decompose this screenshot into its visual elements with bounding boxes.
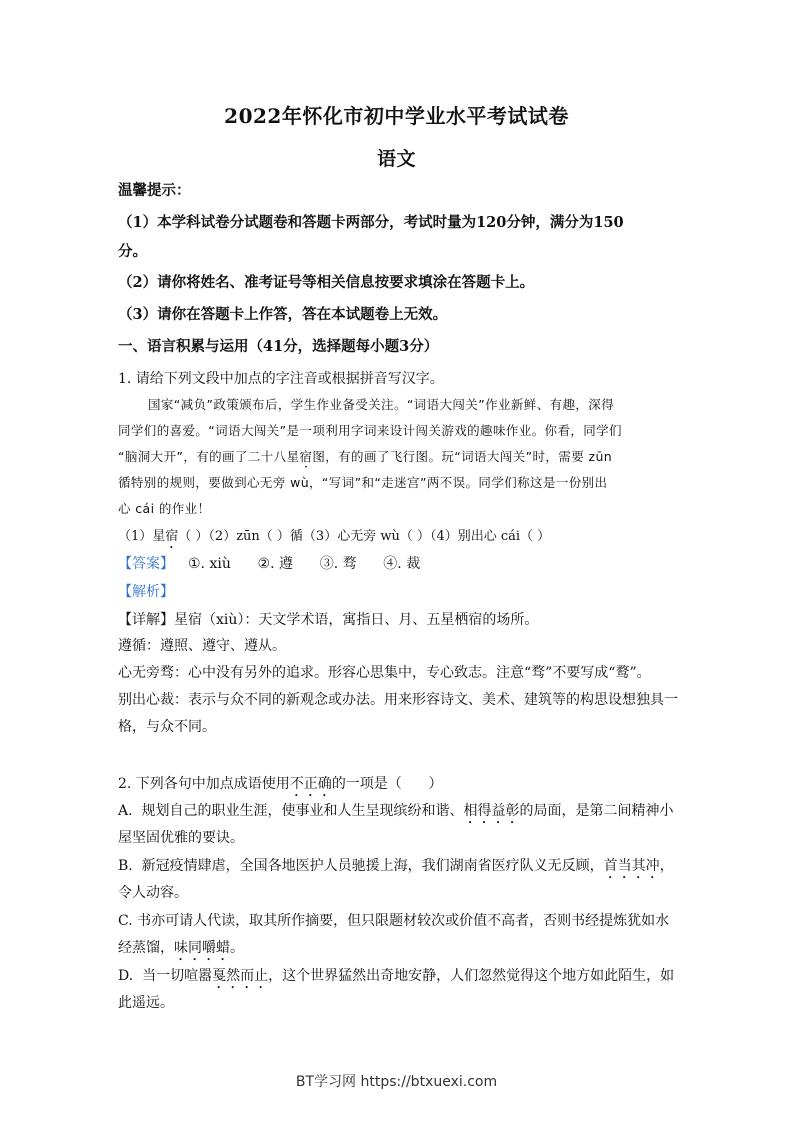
option-b-line-1 <box>118 857 678 882</box>
dotted-phrase: 不正确 <box>289 776 332 792</box>
option-text: 。 <box>230 940 244 956</box>
passage-line-1: 国家“减负”政策颁布后，学生作业备受关注。“词语大闯关”作业新鲜、有趣，深得 <box>148 397 615 412</box>
option-text: ， <box>659 858 674 874</box>
tip-1: （1）本学科试卷分试题卷和答题卡两部分，考试时量为120分钟，满分为150 <box>118 214 624 231</box>
answer-row <box>118 555 678 573</box>
option-a-line-2: 屋坚固优雅的要诀。 <box>118 830 244 846</box>
tip-2: （2）请你将姓名、准考证号等相关信息按要求填涂在答题卡上。 <box>118 274 535 291</box>
dotted-phrase: 味同嚼蜡 <box>174 940 230 956</box>
option-text: 的局面，是第二间精神小 <box>519 803 674 819</box>
blank-text: （1）星 <box>118 529 166 544</box>
passage-line-3 <box>118 448 678 471</box>
answer-text: ①. xiù ②. 遵 ③. 骛 ④. 裁 <box>188 556 421 572</box>
exam-title: 2022年怀化市初中学业水平考试试卷 <box>224 104 569 128</box>
tip-3: （3）请你在答题卡上作答，答在本试题卷上无效。 <box>118 306 448 323</box>
option-c-line-1: C. 书亦可请人代读，取其所作摘要，但只限题材较次或价值不高者，否则书经提炼犹如水 <box>118 913 670 929</box>
dotted-phrase: 首当其冲 <box>603 858 660 874</box>
passage-line-2: 同学们的喜爱。“词语大闯关”是一项利用字词来设计闯关游戏的趣味作业。你看，同学们 <box>118 423 622 438</box>
detail-row-1 <box>118 611 678 629</box>
question-1-stem: 1. 请给下列文段中加点的字注音或根据拼音写汉字。 <box>118 371 444 387</box>
blank-text: （ ）（2）zūn（ ）循（3）心无旁 wù（ ）（4）别出心 cái（ ） <box>178 529 551 544</box>
question-2-stem <box>118 775 678 800</box>
option-text: B. 新冠疫情肆虐，全国各地医护人员驰援上海，我们湖南省医疗队义无反顾， <box>118 858 604 874</box>
option-d-line-1 <box>118 967 678 992</box>
option-b-line-2: 令人动容。 <box>118 885 188 901</box>
question-1-blanks <box>118 528 678 552</box>
option-text: A. 规划自己的职业生涯，使事业和人生呈现缤纷和谐、 <box>118 803 464 819</box>
passage-line-4: 循特别的规则，要做到心无旁 wù，“写词”和“走迷宫”两不误。同学们称这是一份别出 <box>118 475 608 490</box>
detail-row-2: 遵循：遵照、遵守、遵从。 <box>118 638 286 654</box>
detail-row-4: 别出心裁：表示与众不同的新观念或办法。用来形容诗文、美术、建筑等的构思设想独具一 <box>118 692 678 708</box>
analysis-label: 【解析】 <box>118 584 174 600</box>
option-text: D. 当一切喧嚣 <box>118 968 213 984</box>
detail-row-3: 心无旁骛：心中没有另外的追求。形容心思集中，专心致志。注意“骛”不要写成“鹜”。 <box>118 665 651 681</box>
passage-text: 图，有的画了飞行图。玩“词语大闯关”时，需要 zūn <box>312 449 613 464</box>
option-text: 经蒸馏， <box>118 940 174 956</box>
tips-heading: 温馨提示： <box>118 182 191 199</box>
detail-label: 【详解】 <box>118 612 174 628</box>
option-text: ，这个世界猛然出奇地安静，人们忽然觉得这个地方如此陌生，如 <box>268 968 675 984</box>
section-heading: 一、语言积累与运用（41分，选择题每小题3分） <box>118 338 439 355</box>
stem-text: 2. 下列各句中加点成语使用 <box>118 776 290 792</box>
passage-line-5: 心 cái 的作业！ <box>118 501 211 516</box>
detail-row-4-cont: 格，与众不同。 <box>118 719 216 735</box>
answer-label: 【答案】 <box>118 556 174 572</box>
site-footer: BT学习网 https://btxuexi.com <box>295 1074 498 1090</box>
option-c-line-2 <box>118 939 678 964</box>
exam-subject: 语文 <box>376 148 416 170</box>
passage-text: “脑洞大开”，有的画了二十八星 <box>118 449 300 464</box>
dotted-char: 宿 <box>165 529 179 544</box>
stem-text: 的一项是（ ） <box>331 776 443 792</box>
tip-1-cont: 分。 <box>118 243 147 260</box>
dotted-char: 宿 <box>299 449 313 464</box>
option-d-line-2: 此遥远。 <box>118 995 174 1011</box>
option-a-line-1 <box>118 802 678 827</box>
dotted-phrase: 相得益彰 <box>463 803 520 819</box>
dotted-phrase: 戛然而止 <box>212 968 269 984</box>
detail-text: 星宿（xiù）：天文学术语，寓指日、月、五星栖宿的场所。 <box>174 612 539 628</box>
